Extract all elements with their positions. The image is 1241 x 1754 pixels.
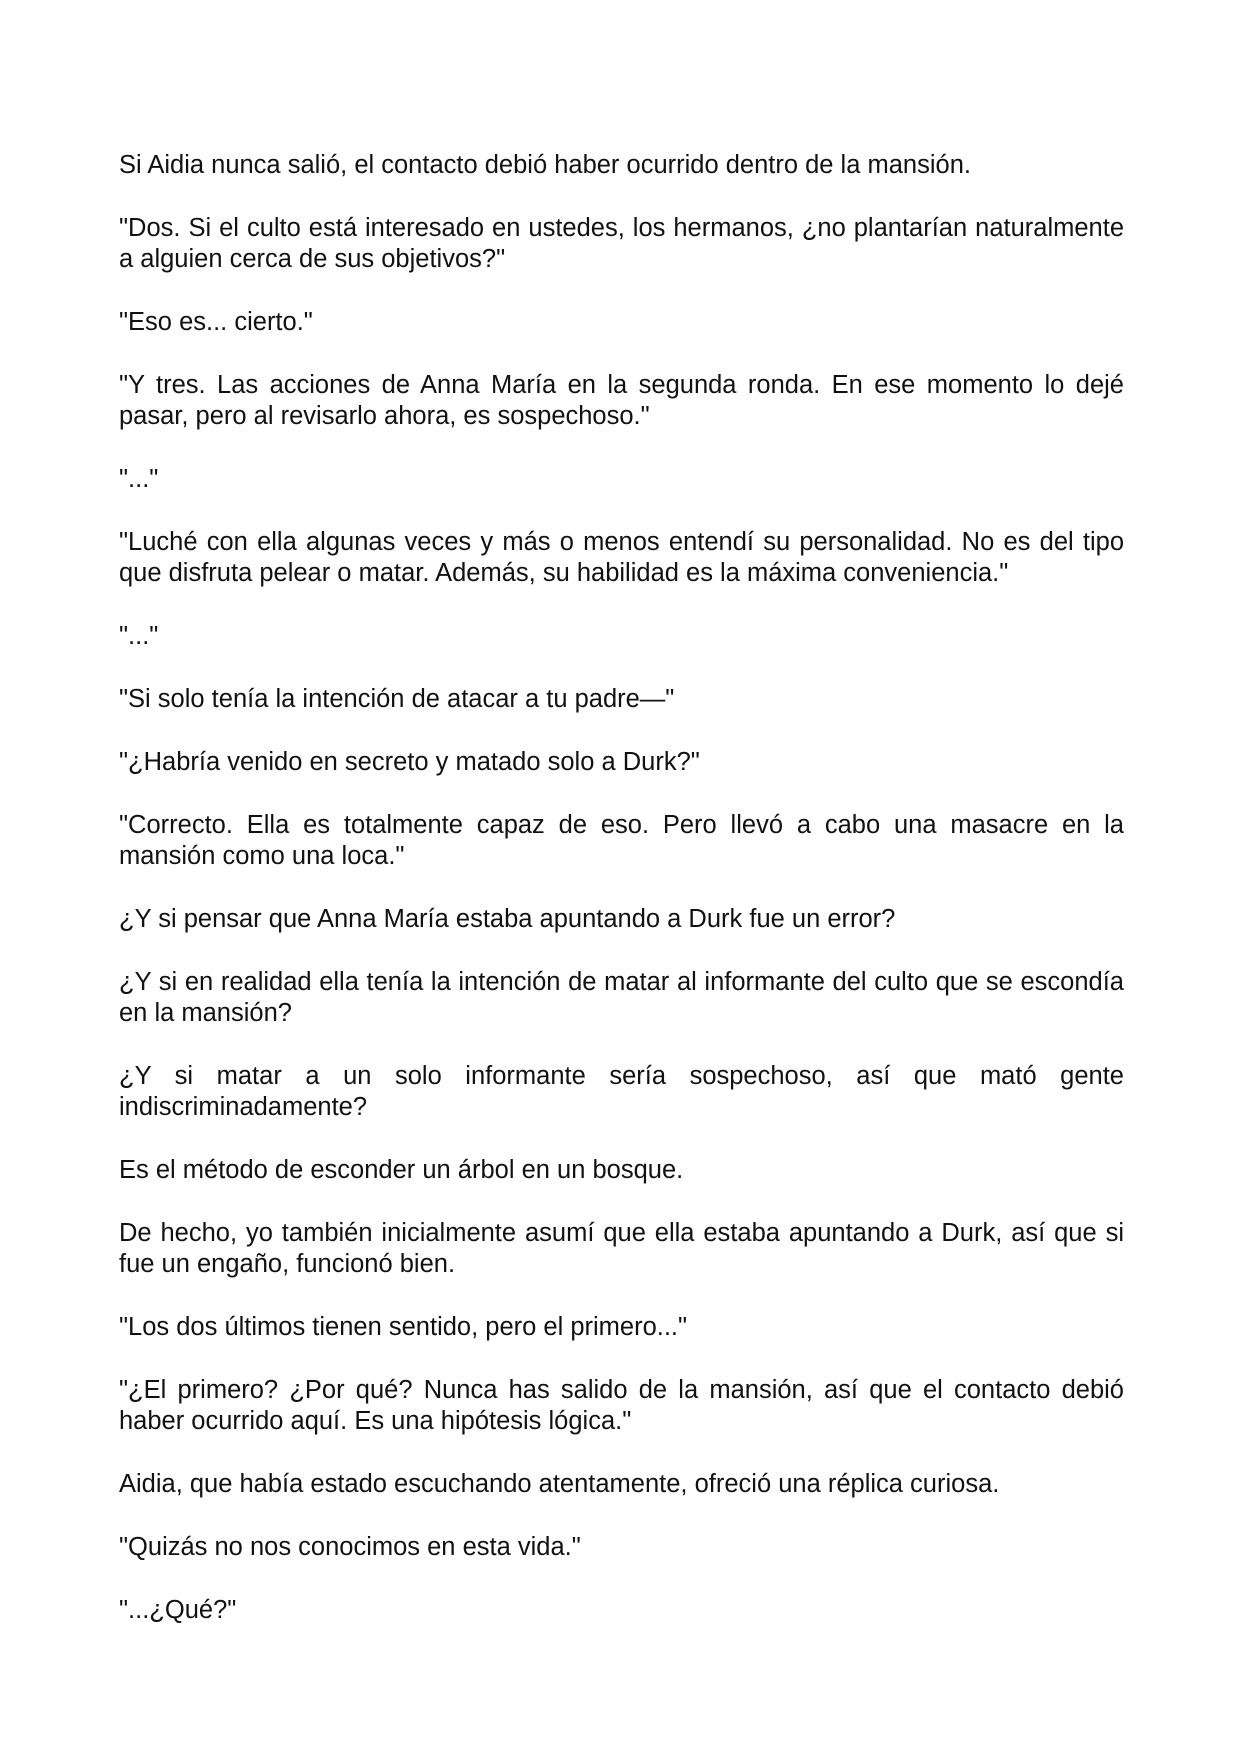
paragraph-18: Aidia, que había estado escuchando atentamente, ofreció una réplica curiosa. [119,1470,1000,1498]
paragraph-12: ¿Y si en realidad ella tenía la intención de matar al informante del culto que se escondía en la mansión? [119,968,1124,1027]
paragraph-14: Es el método de esconder un árbol en un bosque. [119,1156,684,1184]
paragraph-11: ¿Y si pensar que Anna María estaba apuntando a Durk fue un error? [119,905,896,933]
paragraph-6: "Luché con ella algunas veces y más o menos entendí su personalidad. No es del tipo que disfruta pelear o matar. Además, su habilidad es la máxima conveniencia." [119,528,1124,587]
paragraph-17: "¿El primero? ¿Por qué? Nunca has salido de la mansión, así que el contacto debió haber ocurrido aquí. Es una hipótesis lógica." [119,1376,1124,1435]
paragraph-13: ¿Y si matar a un solo informante sería sospechoso, así que mató gente indiscriminadamente? [119,1062,1124,1121]
page-body [119,150,1124,1658]
paragraph-2: "Dos. Si el culto está interesado en ustedes, los hermanos, ¿no plantarían naturalmente a alguien cerca de sus objetivos?" [119,214,1124,273]
paragraph-7: "..." [119,622,159,650]
paragraph-16: "Los dos últimos tienen sentido, pero el primero..." [119,1313,688,1341]
paragraph-10: "Correcto. Ella es totalmente capaz de eso. Pero llevó a cabo una masacre en la mansión como una loca." [119,811,1124,870]
paragraph-4: "Y tres. Las acciones de Anna María en la segunda ronda. En ese momento lo dejé pasar, pero al revisarlo ahora, es sospechoso." [119,371,1124,430]
paragraph-3: "Eso es... cierto." [119,308,313,336]
paragraph-19: "Quizás no nos conocimos en esta vida." [119,1533,581,1561]
paragraph-5: "..." [119,465,159,493]
paragraph-9: "¿Habría venido en secreto y matado solo a Durk?" [119,748,700,776]
paragraph-15: De hecho, yo también inicialmente asumí que ella estaba apuntando a Durk, así que si fue un engaño, funcionó bien. [119,1219,1124,1278]
paragraph-8: "Si solo tenía la intención de atacar a tu padre—" [119,685,675,713]
paragraph-1: Si Aidia nunca salió, el contacto debió haber ocurrido dentro de la mansión. [119,151,971,179]
paragraph-20: "...¿Qué?" [119,1596,237,1624]
